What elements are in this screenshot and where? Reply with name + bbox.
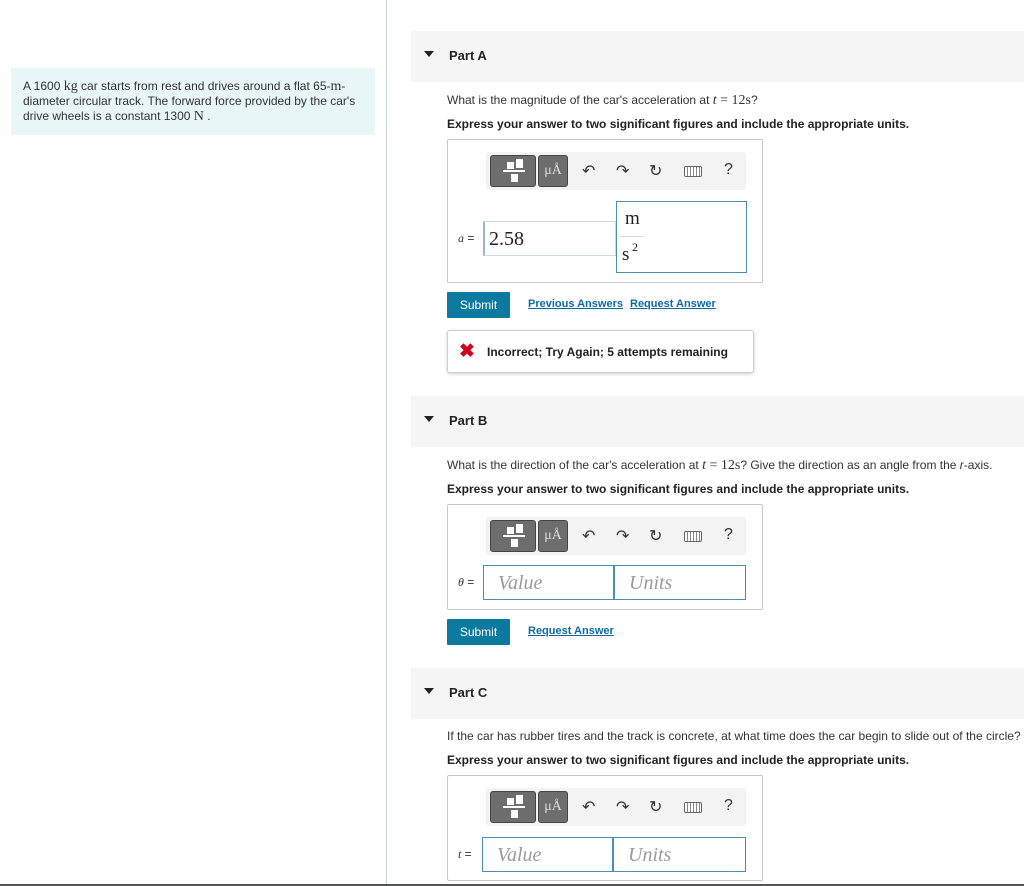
part-a-header[interactable] <box>411 31 1024 82</box>
collapse-caret-icon[interactable] <box>424 688 434 694</box>
reset-icon[interactable]: ↻ <box>649 799 663 816</box>
undo-icon[interactable]: ↶ <box>582 799 596 816</box>
collapse-caret-icon[interactable] <box>424 51 434 57</box>
redo-icon[interactable]: ↷ <box>616 163 630 180</box>
part-b-instruction: Express your answer to two significant figures and include the appropriate units. <box>447 482 910 496</box>
length-unit: m <box>330 79 342 94</box>
part-c-question: If the car has rubber tires and the track is concrete, at what time does the car begin to slide out of the circle? <box>447 729 1021 743</box>
fraction-bar <box>620 236 644 237</box>
templates-button[interactable] <box>490 791 536 823</box>
left-pane <box>0 0 387 886</box>
undo-icon[interactable]: ↶ <box>582 163 596 180</box>
part-b-request-answer-link[interactable]: Request Answer <box>528 625 614 637</box>
previous-answers-link[interactable]: Previous Answers <box>528 298 623 310</box>
collapse-caret-icon[interactable] <box>424 416 434 422</box>
part-c-title: Part C <box>449 685 488 700</box>
units-input[interactable] <box>616 201 747 273</box>
part-c-instruction: Express your answer to two significant figures and include the appropriate units. <box>447 753 910 767</box>
part-a-instruction: Express your answer to two significant figures and include the appropriate units. <box>447 117 910 131</box>
incorrect-icon: ✖ <box>459 341 475 362</box>
variable-label: θ = <box>458 575 475 589</box>
value-input[interactable]: Value <box>482 837 613 872</box>
redo-icon[interactable]: ↷ <box>616 799 630 816</box>
unit-symbols-button[interactable]: μÅ <box>538 520 568 552</box>
keyboard-icon[interactable] <box>684 802 702 813</box>
problem-statement <box>11 68 375 135</box>
units-input[interactable]: Units <box>613 837 746 872</box>
help-icon[interactable]: ? <box>724 797 733 814</box>
reset-icon[interactable]: ↻ <box>649 528 663 545</box>
mass-unit: kg <box>63 79 78 94</box>
math-toolbar <box>486 152 746 190</box>
part-b-question: What is the direction of the car's acceleration at t = 12s? Give the direction as an angle from the r-axis. <box>447 458 993 473</box>
unit-symbols-button[interactable]: μÅ <box>538 155 568 187</box>
help-icon[interactable]: ? <box>724 161 733 178</box>
feedback-text: Incorrect; Try Again; 5 attempts remaining <box>487 345 728 359</box>
problem-text: . <box>203 109 211 123</box>
templates-button[interactable] <box>490 155 536 187</box>
unit-exponent: 2 <box>632 240 638 254</box>
part-b-answer-box <box>447 504 763 610</box>
templates-button[interactable] <box>490 520 536 552</box>
unit-numerator: m <box>625 208 640 229</box>
problem-text: -diameter circular track. The forward force provided by the car's drive wheels is a constant 1300 <box>23 79 356 123</box>
part-c-answer-box <box>447 775 763 881</box>
feedback-message <box>447 330 754 373</box>
help-icon[interactable]: ? <box>724 526 733 543</box>
variable-label: a = <box>458 231 475 245</box>
value-input[interactable]: Value <box>483 565 614 600</box>
part-b-submit-button[interactable]: Submit <box>447 619 510 645</box>
value-input[interactable]: 2.58 <box>483 221 616 256</box>
math-toolbar <box>486 788 746 826</box>
variable-label: t = <box>458 847 472 861</box>
unit-symbols-button[interactable]: μÅ <box>538 791 568 823</box>
unit-denominator: s <box>622 244 630 265</box>
problem-text: A 1600 <box>23 79 64 93</box>
part-b-title: Part B <box>449 413 488 428</box>
part-a-submit-button[interactable]: Submit <box>447 292 510 318</box>
keyboard-icon[interactable] <box>684 531 702 542</box>
part-a-request-answer-link[interactable]: Request Answer <box>630 298 716 310</box>
part-a-answer-box <box>447 139 763 283</box>
reset-icon[interactable]: ↻ <box>649 163 663 180</box>
keyboard-icon[interactable] <box>684 166 702 177</box>
part-a-question: What is the magnitude of the car's acceleration at t = 12s? <box>447 93 758 108</box>
part-c-header[interactable] <box>411 668 1024 719</box>
undo-icon[interactable]: ↶ <box>582 528 596 545</box>
units-input[interactable]: Units <box>614 565 746 600</box>
problem-text: car starts from rest and drives around a flat 65- <box>77 79 331 93</box>
part-a-title: Part A <box>449 48 487 63</box>
redo-icon[interactable]: ↷ <box>616 528 630 545</box>
part-b-header[interactable] <box>411 396 1024 447</box>
math-toolbar <box>486 517 746 555</box>
force-unit: N <box>193 109 204 124</box>
